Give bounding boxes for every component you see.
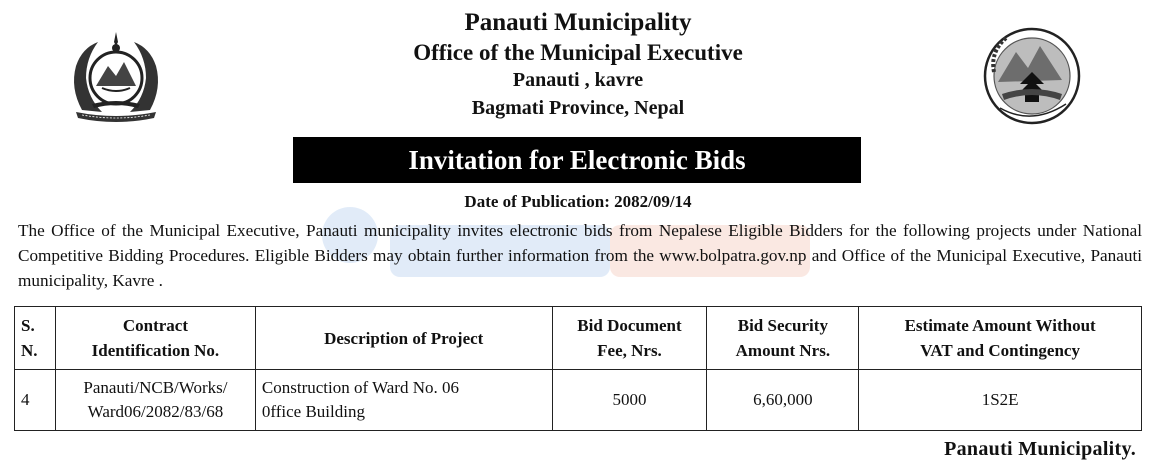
cell-sn: 4 <box>15 370 56 431</box>
title-banner: Invitation for Electronic Bids <box>293 137 861 183</box>
panauti-municipality-logo-icon <box>980 24 1084 128</box>
office-name: Office of the Municipal Executive <box>413 40 743 65</box>
cell-description <box>255 370 552 431</box>
header-estimate <box>859 307 1142 370</box>
cell-bid-fee: 5000 <box>552 370 707 431</box>
header-contract-id <box>55 307 255 370</box>
publication-date: Date of Publication: 2082/09/14 <box>464 192 692 211</box>
footer-signature: Panauti Municipality. <box>944 438 1136 460</box>
cell-bid-security: 6,60,000 <box>707 370 859 431</box>
header-estimate-line2: VAT and Contingency <box>920 341 1080 360</box>
bids-table <box>14 306 1142 431</box>
cell-contract-id-line2: Ward06/2082/83/68 <box>87 402 224 421</box>
municipality-name: Panauti Municipality <box>464 9 692 36</box>
header-contract-id-line1: Contract <box>122 316 188 335</box>
header-estimate-line1: Estimate Amount Without <box>904 316 1096 335</box>
cell-description-line2: 0ffice Building <box>261 402 365 421</box>
header-bid-security-line1: Bid Security <box>737 316 828 335</box>
header-sn-line2: N. <box>21 341 38 360</box>
nepal-coat-of-arms-icon <box>62 28 170 126</box>
header-description: Description of Project <box>255 307 552 370</box>
location-line: Panauti , kavre <box>512 69 644 91</box>
header-sn <box>15 307 56 370</box>
invitation-paragraph: The Office of the Municipal Executive, Panauti municipality invites electronic bids from Nepalese Eligible Bidders for the following projects under National Competitive Bidding Procedures. Eligible Bidders may obtain further information from the www.bolpatra.gov.np and Office of the Municipal Executive, Panauti municipality, Kavre . <box>18 221 1142 290</box>
header-bid-fee <box>552 307 707 370</box>
cell-estimate: 1S2E <box>859 370 1142 431</box>
cell-description-line1: Construction of Ward No. 06 <box>261 378 459 397</box>
cell-contract-id-line1: Panauti/NCB/Works/ <box>83 378 228 397</box>
header-bid-security <box>707 307 859 370</box>
header-contract-id-line2: Identification No. <box>91 341 220 360</box>
table-row <box>15 370 1142 431</box>
header-bid-security-line2: Amount Nrs. <box>735 341 831 360</box>
table-header-row <box>15 307 1142 370</box>
header-sn-line1: S. <box>21 316 35 335</box>
header-bid-fee-line1: Bid Document <box>577 316 682 335</box>
cell-contract-id <box>55 370 255 431</box>
province-line: Bagmati Province, Nepal <box>471 97 685 119</box>
header-bid-fee-line2: Fee, Nrs. <box>597 341 662 360</box>
